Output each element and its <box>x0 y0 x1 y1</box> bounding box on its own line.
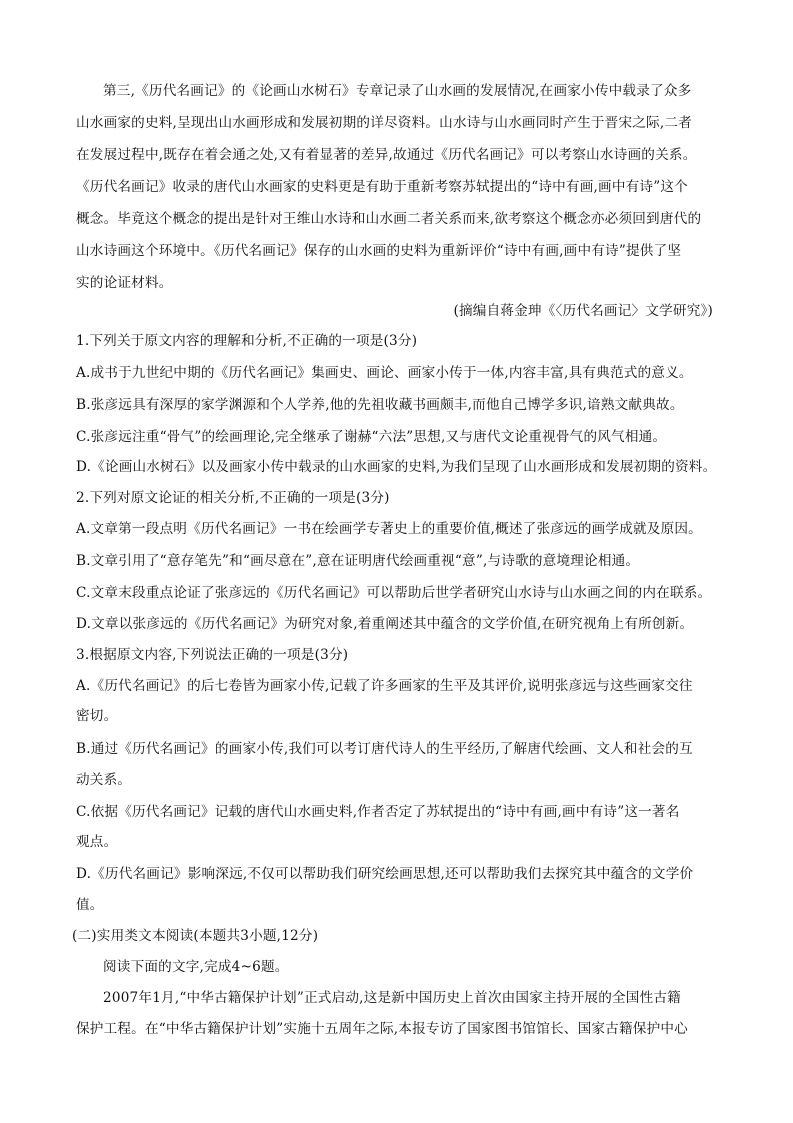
q3-option-b: B.通过《历代名画记》的画家小传,我们可以考订唐代诗人的生平经历,了解唐代绘画、文人和社会的互 <box>76 741 693 757</box>
q2-option-a: A.文章第一段点明《历代名画记》一书在绘画学专著史上的重要价值,概述了张彦远的画学成就及原因。 <box>76 521 702 537</box>
q3-option-c: C.依据《历代名画记》记载的唐代山水画史料,作者否定了苏轼提出的“诗中有画,画中有诗”这一著名 <box>76 804 680 820</box>
q2-option-d: D.文章以张彦远的《历代名画记》为研究对象,着重阐述其中蕴含的文学价值,在研究视角上有所创新。 <box>76 616 694 632</box>
question-3-stem: 3.根据原文内容,下列说法正确的一项是(3分) <box>76 647 349 663</box>
q2-option-b: B.文章引用了“意存笔先”和“画尽意在”,意在证明唐代绘画重视“意”,与诗歌的意境理论相通。 <box>76 553 640 569</box>
q3-option-a-cont: 密切。 <box>76 708 118 724</box>
q2-option-c: C.文章末段重点论证了张彦远的《历代名画记》可以帮助后世学者研究山水诗与山水画之间的内在联系。 <box>76 585 712 601</box>
section-paragraph-line: 保护工程。在“中华古籍保护计划”实施十五周年之际,本报专访了国家图书馆馆长、国家古籍保护中心 <box>76 1021 688 1037</box>
q3-option-a: A.《历代名画记》的后七卷皆为画家小传,记载了许多画家的生平及其评价,说明张彦远与这些画家交往 <box>76 678 693 694</box>
q1-option-d: D.《论画山水树石》以及画家小传中载录的山水画家的史料,为我们呈现了山水画形成和发展初期的资料。 <box>76 459 717 475</box>
section-instruction: 阅读下面的文字,完成4~6题。 <box>103 959 289 975</box>
source-citation: (摘编自蒋金珅《〈历代名画记〉文学研究》) <box>453 303 713 319</box>
passage-line: 在发展过程中,既存在着会通之处,又有着显著的差异,故通过《历代名画记》可以考察山水诗画的关系。 <box>76 147 697 163</box>
passage-line: 第三,《历代名画记》的《论画山水树石》专章记录了山水画的发展情况,在画家小传中载录了众多 <box>103 83 692 99</box>
q3-option-c-cont: 观点。 <box>76 834 118 850</box>
passage-line: 《历代名画记》收录的唐代山水画家的史料更是有助于重新考察苏轼提出的“诗中有画,画中有诗”这个 <box>76 179 688 195</box>
q3-option-d: D.《历代名画记》影响深远,不仅可以帮助我们研究绘画思想,还可以帮助我们去探究其中蕴含的文学价 <box>76 866 694 882</box>
passage-line: 实的论证材料。 <box>76 275 173 291</box>
section-paragraph-line: 2007年1月,“中华古籍保护计划”正式启动,这是新中国历史上首次由国家主持开展的全国性古籍 <box>103 990 681 1006</box>
passage-line: 概念。毕竟这个概念的提出是针对王维山水诗和山水画二者关系而来,欲考察这个概念亦必须回到唐代的 <box>76 211 702 227</box>
q1-option-b: B.张彦远具有深厚的家学渊源和个人学养,他的先祖收藏书画颇丰,而他自己博学多识,谙熟文献典故。 <box>76 397 684 413</box>
passage-line: 山水诗画这个环境中。《历代名画记》保存的山水画的史料为重新评价“诗中有画,画中有诗”提供了坚 <box>76 243 682 259</box>
passage-line: 山水画家的史料,呈现出山水画形成和发展初期的详尽资料。山水诗与山水画同时产生于晋宋之际,二者 <box>76 115 692 131</box>
q1-option-a: A.成书于九世纪中期的《历代名画记》集画史、画论、画家小传于一体,内容丰富,具有典范式的意义。 <box>76 365 693 381</box>
question-2-stem: 2.下列对原文论证的相关分析,不正确的一项是(3分) <box>76 490 390 506</box>
section-heading: (二)实用类文本阅读(本题共3小题,12分) <box>72 928 319 944</box>
q3-option-d-cont: 值。 <box>76 897 104 913</box>
q3-option-b-cont: 动关系。 <box>76 772 132 788</box>
q1-option-c: C.张彦远注重“骨气”的绘画理论,完全继承了谢赫“六法”思想,又与唐代文论重视骨气的风气相通。 <box>76 429 667 445</box>
question-1-stem: 1.下列关于原文内容的理解和分析,不正确的一项是(3分) <box>76 333 418 349</box>
